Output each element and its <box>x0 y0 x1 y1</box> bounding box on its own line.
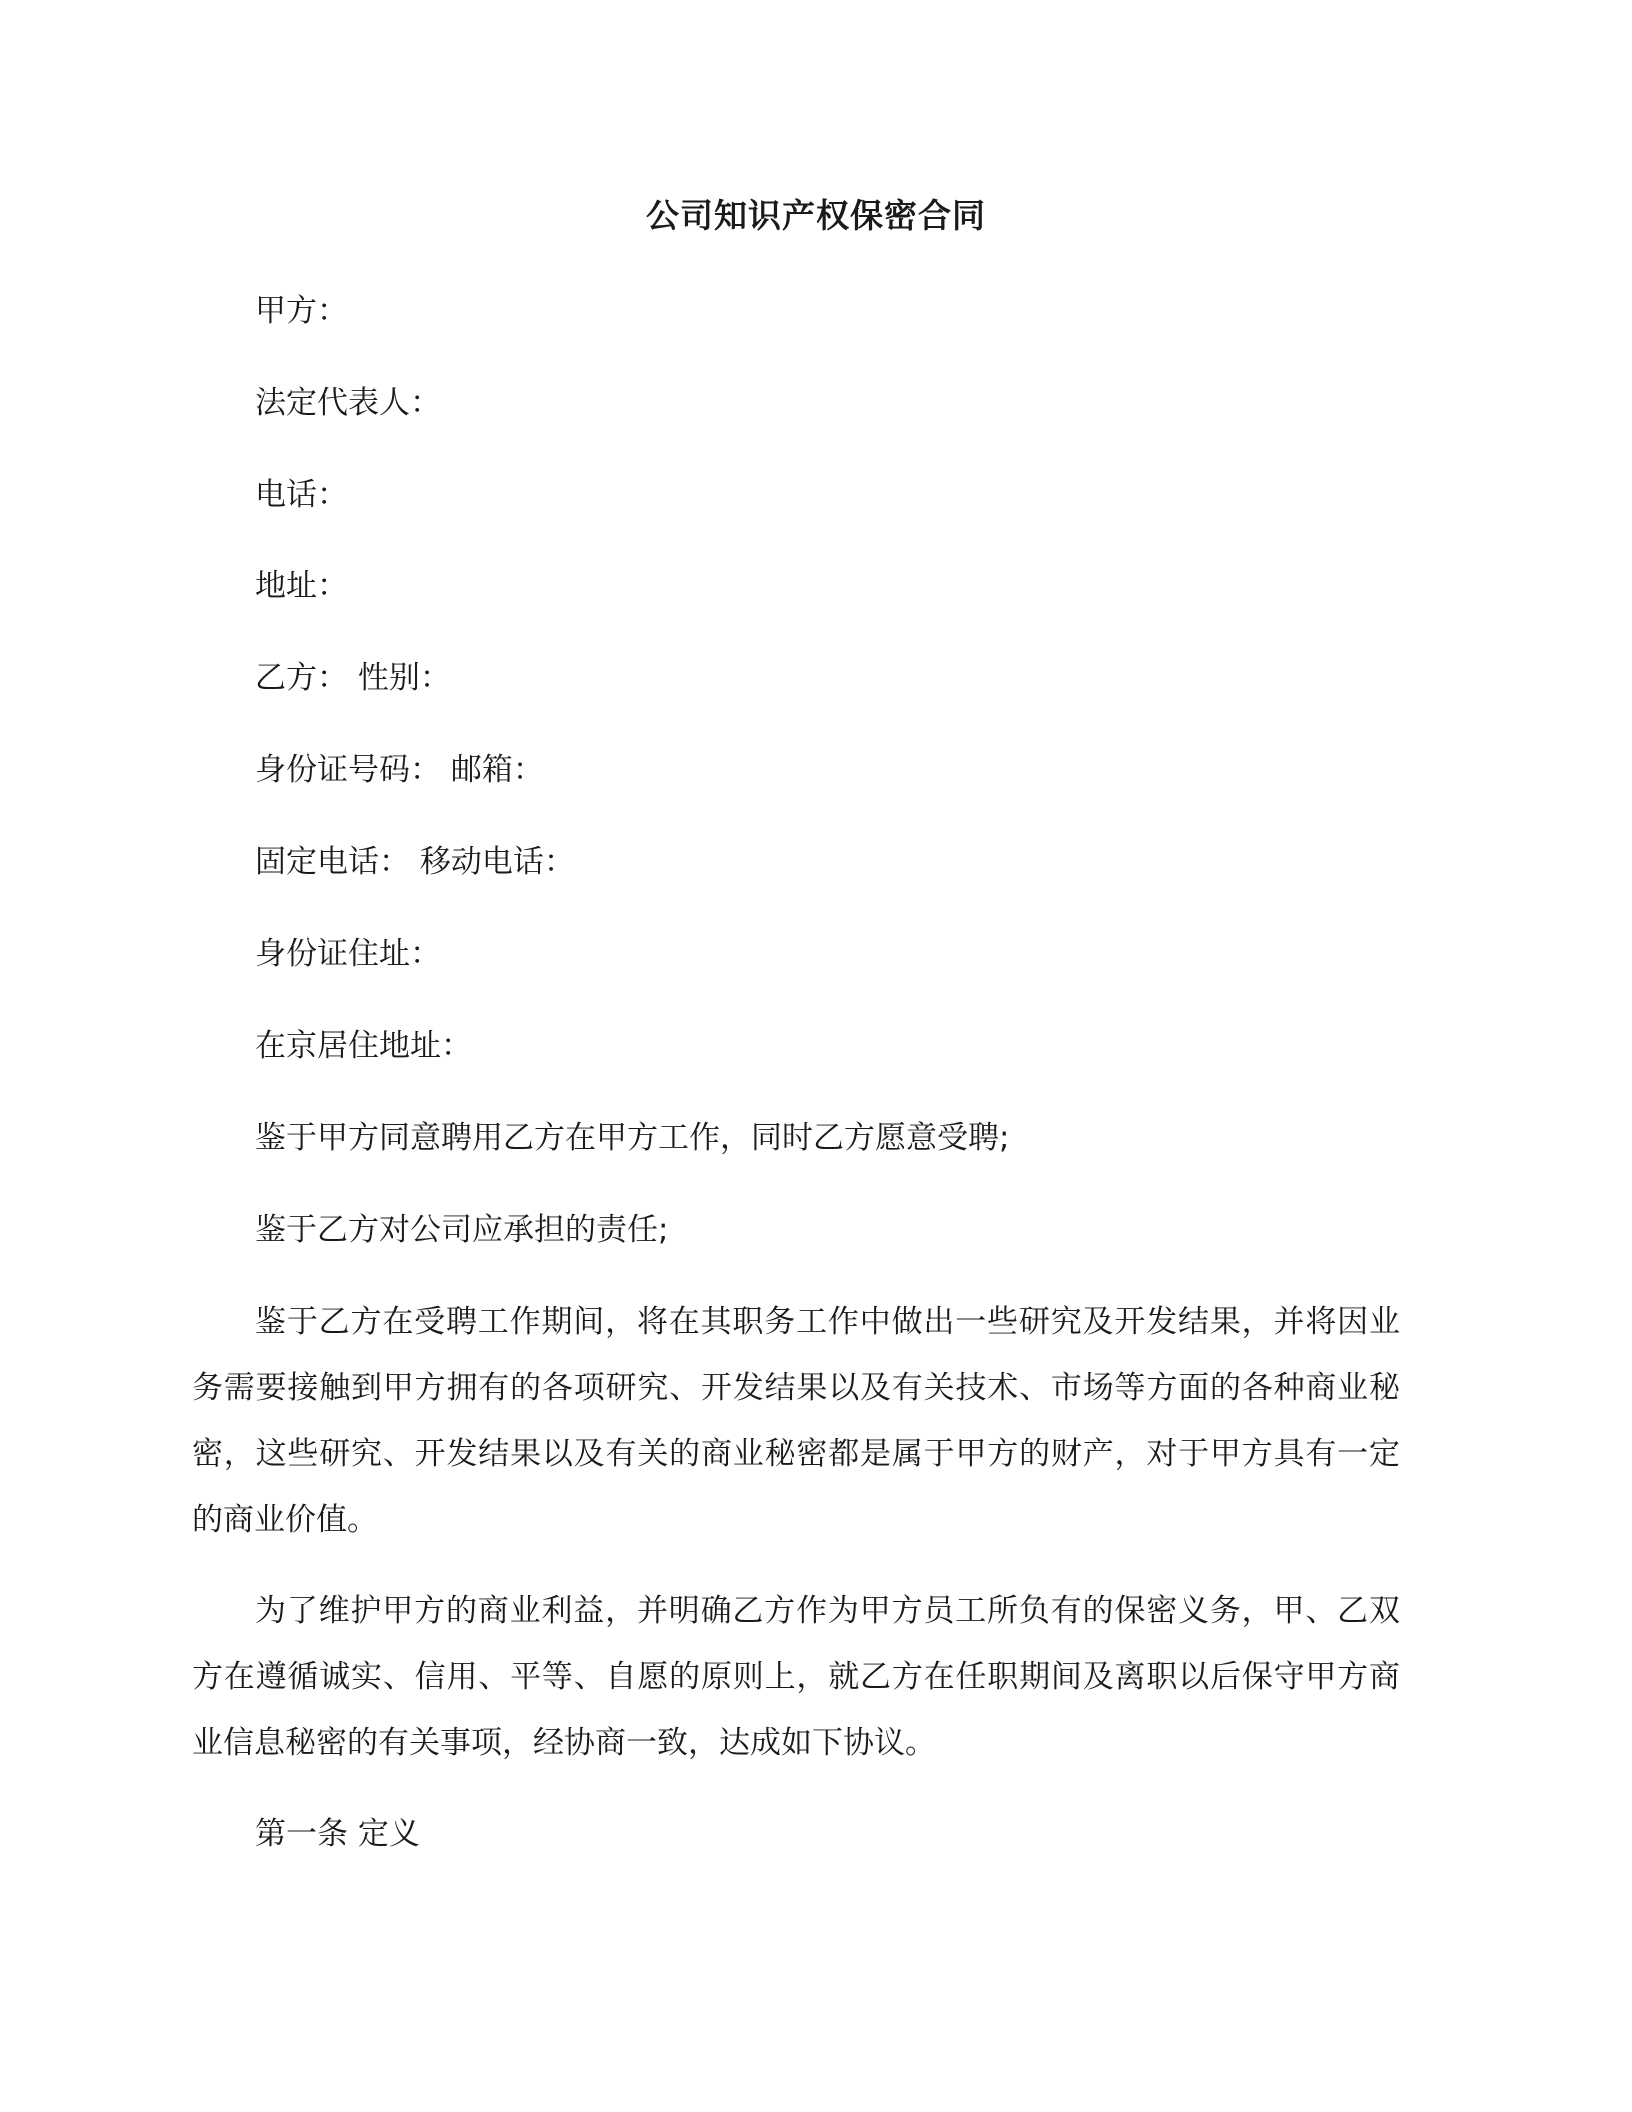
field-party-a: 甲方： <box>255 293 348 329</box>
document-title: 公司知识产权保密合同 <box>646 196 986 235</box>
field-landline-mobile: 固定电话： 移动电话： <box>255 844 575 880</box>
paragraph-agreement-purpose: 为了维护甲方的商业利益，并明确乙方作为甲方员工所负有的保密义务，甲、乙双方在遵循诚实、信用、平等、自愿的原则上，就乙方在任职期间及离职以后保守甲方商业信息秘密的有关事项，经协商一致，达成如下协议。 <box>192 1593 1400 1761</box>
field-id-address: 身份证住址： <box>255 936 441 972</box>
field-legal-representative: 法定代表人： <box>255 385 441 421</box>
section-heading-definitions: 第一条 定义 <box>255 1816 420 1852</box>
field-id-number-email: 身份证号码： 邮箱： <box>255 752 544 788</box>
field-address: 地址： <box>255 568 348 604</box>
paragraph-research-results: 鉴于乙方在受聘工作期间，将在其职务工作中做出一些研究及开发结果，并将因业务需要接触到甲方拥有的各项研究、开发结果以及有关技术、市场等方面的各种商业秘密，这些研究、开发结果以及有关的商业秘密都是属于甲方的财产，对于甲方具有一定的商业价值。 <box>192 1304 1400 1538</box>
field-phone: 电话： <box>255 477 348 513</box>
field-beijing-address: 在京居住地址： <box>255 1028 472 1064</box>
field-party-b-gender: 乙方： 性别： <box>255 660 451 696</box>
recital-responsibility: 鉴于乙方对公司应承担的责任; <box>255 1212 669 1248</box>
recital-employment: 鉴于甲方同意聘用乙方在甲方工作，同时乙方愿意受聘; <box>255 1120 1010 1156</box>
